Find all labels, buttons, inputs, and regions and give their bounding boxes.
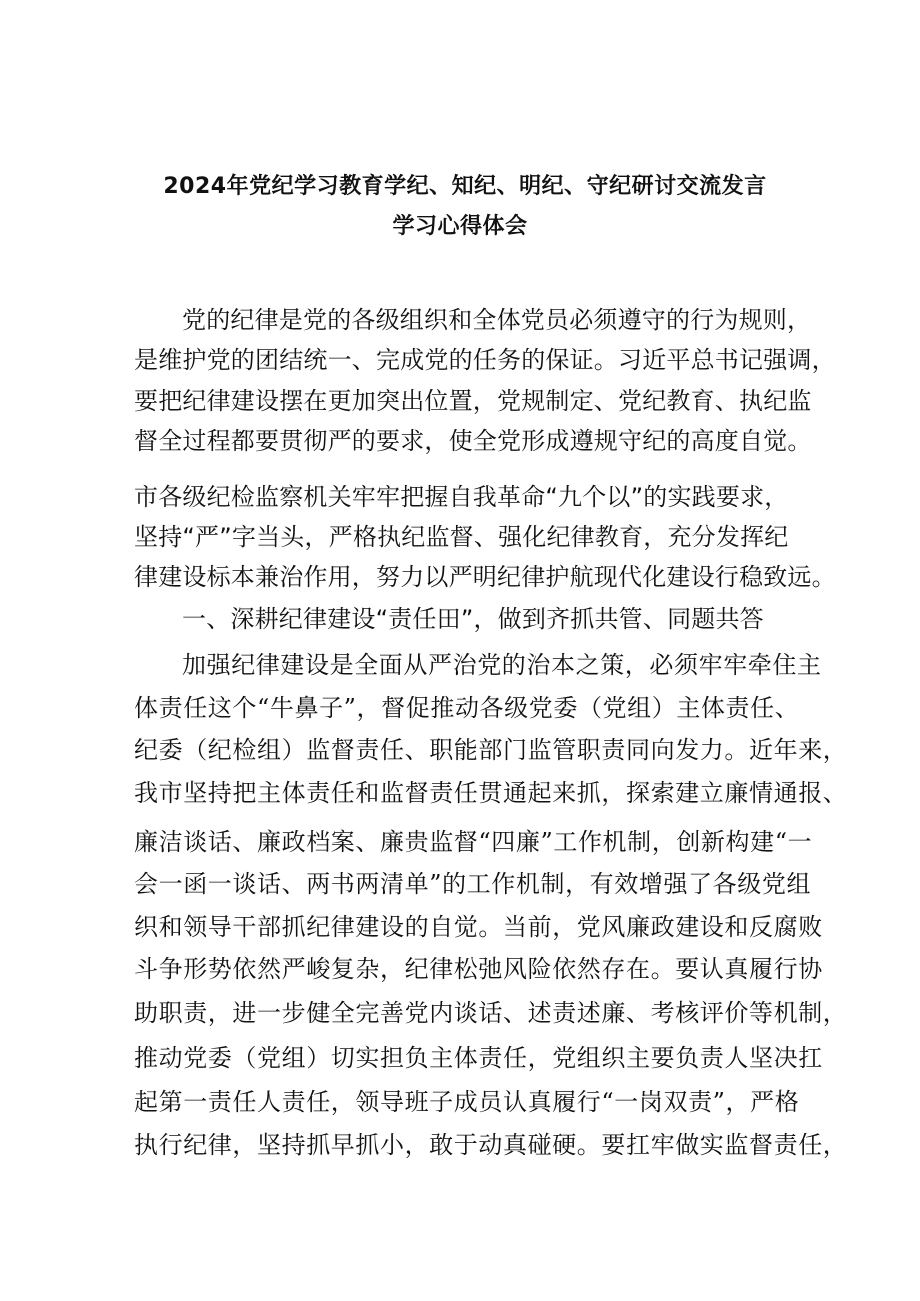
intro-paragraph-line: 坚持“严”字当头，严格执纪监督、强化纪律教育，充分发挥纪 — [134, 523, 789, 551]
section-1-heading: 一、深耕纪律建设“责任田”，做到齐抓共管、同题共答 — [182, 605, 764, 633]
intro-paragraph-line: 是维护党的团结统一、完成党的任务的保证。习近平总书记强调， — [134, 346, 836, 374]
section-1-paragraph-line: 起第一责任人责任，领导班子成员认真履行“一岗双责”，严格 — [134, 1088, 800, 1116]
document-title-line-2: 学习心得体会 — [392, 214, 528, 239]
section-1-paragraph-line: 体责任这个“牛鼻子”，督促推动各级党委（党组）主体责任、 — [134, 694, 800, 722]
section-1-paragraph-line: 我市坚持把主体责任和监督责任贯通起来抓，探索建立廉情通报、 — [134, 779, 848, 807]
intro-paragraph-line: 党的纪律是党的各级组织和全体党员必须遵守的行为规则， — [182, 306, 812, 334]
section-1-paragraph-line: 推动党委（党组）切实担负主体责任，党组织主要负责人坚决扛 — [134, 1044, 823, 1072]
intro-paragraph-line: 要把纪律建设摆在更加突出位置，党规制定、党纪教育、执纪监 — [134, 387, 812, 415]
intro-paragraph-line: 律建设标本兼治作用，努力以严明纪律护航现代化建设行稳致远。 — [134, 563, 836, 591]
section-1-paragraph-line: 会一函一谈话、两书两清单”的工作机制，有效增强了各级党组 — [134, 870, 812, 898]
section-1-paragraph-line: 加强纪律建设是全面从严治党的治本之策，必须牢牢牵住主 — [182, 651, 822, 679]
intro-paragraph-line: 市各级纪检监察机关牢牢把握自我革命“九个以”的实践要求， — [134, 483, 789, 511]
intro-paragraph-line: 督全过程都要贯彻严的要求，使全党形成遵规守纪的高度自觉。 — [134, 427, 812, 455]
section-1-paragraph-line: 织和领导干部抓纪律建设的自觉。当前，党风廉政建设和反腐败 — [134, 913, 823, 941]
document-title-line-1: 2024年党纪学习教育学纪、知纪、明纪、守纪研讨交流发言 — [163, 174, 767, 199]
section-1-paragraph-line: 廉洁谈话、廉政档案、廉贵监督“四廉”工作机制，创新构建“一 — [134, 828, 813, 856]
section-1-paragraph-line: 助职责，进一步健全完善党内谈话、述责述廉、考核评价等机制， — [134, 999, 848, 1027]
section-1-paragraph-line: 执行纪律，坚持抓早抓小，敢于动真碰硬。要扛牢做实监督责任， — [134, 1131, 848, 1159]
section-1-paragraph-line: 纪委（纪检组）监督责任、职能部门监管职责同向发力。近年来， — [134, 736, 848, 764]
section-1-paragraph-line: 斗争形势依然严峻复杂，纪律松弛风险依然存在。要认真履行协 — [134, 955, 823, 983]
